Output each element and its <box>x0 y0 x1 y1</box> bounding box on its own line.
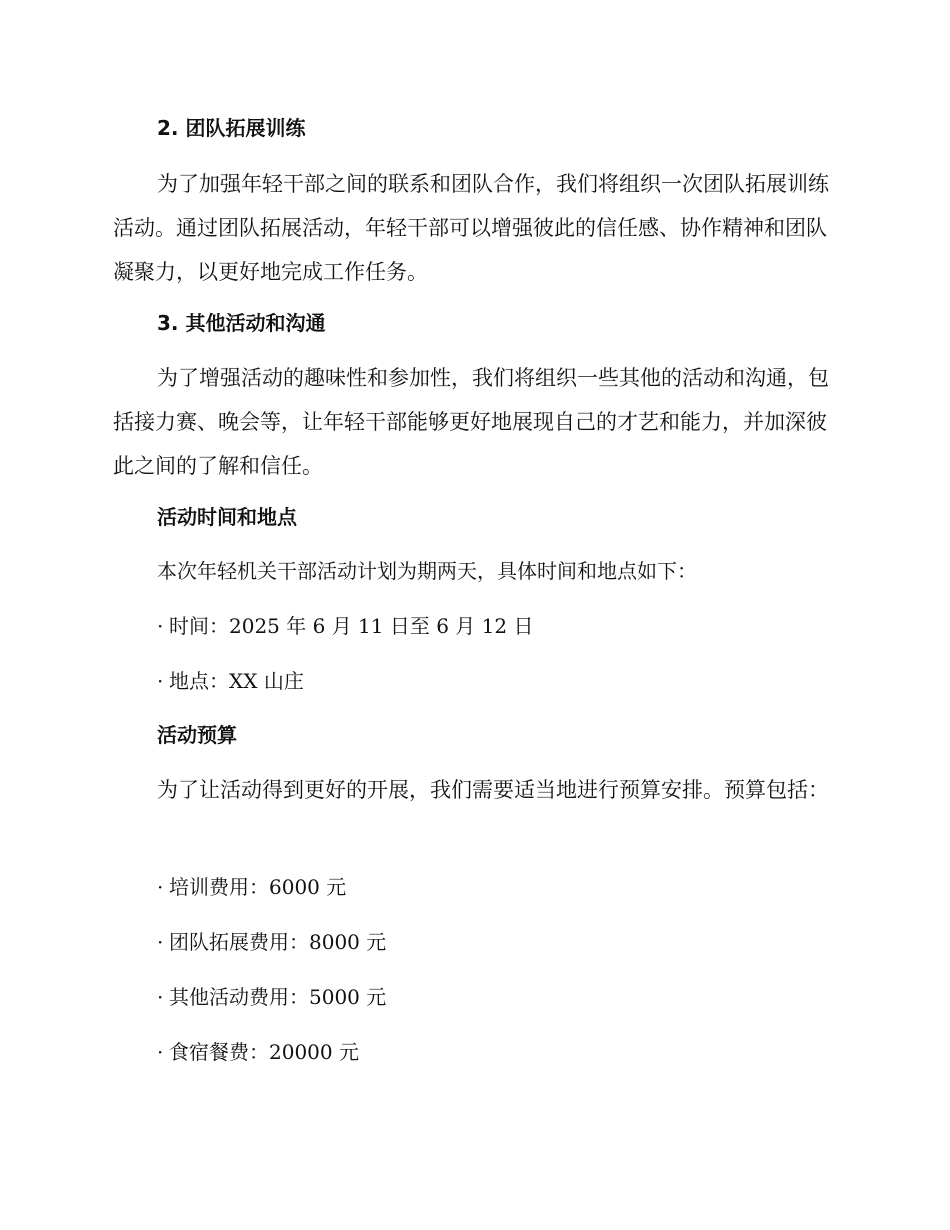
bullet-icon: · <box>157 985 164 1009</box>
list-item-text: 团队拓展费用：8000 元 <box>169 930 387 954</box>
bullet-icon: · <box>157 669 164 693</box>
list-item-text: 其他活动费用：5000 元 <box>169 985 387 1009</box>
list-item-place <box>157 669 304 693</box>
list-item-budget <box>157 985 386 1009</box>
bullet-icon: · <box>157 930 164 954</box>
bullet-icon: · <box>157 875 164 899</box>
paragraph-other-activities: 为了增强活动的趣味性和参加性，我们将组织一些其他的活动和沟通，包括接力赛、晚会等，让年轻干部能够更好地展现自己的才艺和能力，并加深彼此之间的了解和信任。 <box>113 366 829 478</box>
list-item-time <box>157 614 533 638</box>
list-item-text: 食宿餐费：20000 元 <box>169 1040 359 1064</box>
list-item-budget <box>157 930 386 954</box>
list-item-text: 培训费用：6000 元 <box>169 875 347 899</box>
section-heading-other-activities: 3. 其他活动和沟通 <box>157 311 326 335</box>
list-item-budget <box>157 1040 359 1064</box>
bullet-icon: · <box>157 614 164 638</box>
list-item-text: 地点：XX 山庄 <box>169 669 304 693</box>
list-item-budget <box>157 875 346 899</box>
list-item-text: 时间：2025 年 6 月 11 日至 6 月 12 日 <box>169 614 534 638</box>
paragraph-budget-intro: 为了让活动得到更好的开展，我们需要适当地进行预算安排。预算包括： <box>157 778 829 802</box>
section-heading-team-training: 2. 团队拓展训练 <box>157 116 306 140</box>
bullet-icon: · <box>157 1040 164 1064</box>
section-heading-time-place: 活动时间和地点 <box>157 505 297 529</box>
time-place-intro: 本次年轻机关干部活动计划为期两天，具体时间和地点如下： <box>157 559 697 583</box>
paragraph-team-training: 为了加强年轻干部之间的联系和团队合作，我们将组织一次团队拓展训练活动。通过团队拓展活动，年轻干部可以增强彼此的信任感、协作精神和团队凝聚力，以更好地完成工作任务。 <box>113 172 829 284</box>
section-heading-budget: 活动预算 <box>157 723 237 747</box>
